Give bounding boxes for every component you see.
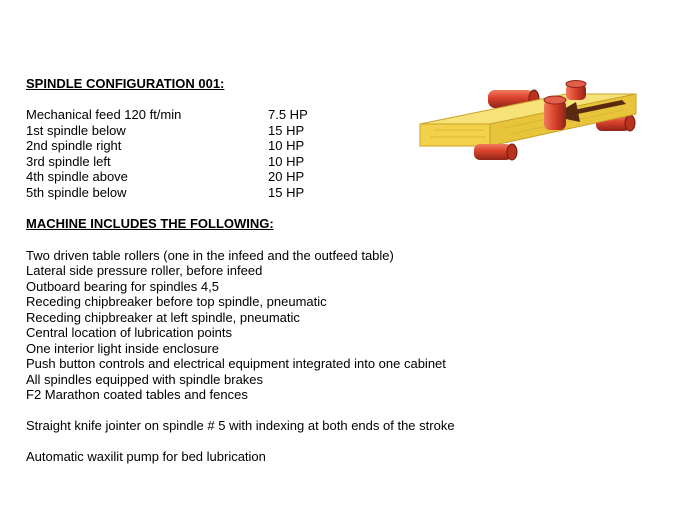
list-item: Outboard bearing for spindles 4,5 bbox=[26, 279, 219, 294]
spec-value: 20 HP bbox=[268, 169, 305, 184]
list-item: Two driven table rollers (one in the infeed and the outfeed table) bbox=[26, 248, 394, 263]
list-item: Receding chipbreaker at left spindle, pneumatic bbox=[26, 310, 300, 325]
spec-label: 1st spindle below bbox=[26, 123, 126, 138]
spec-value: 10 HP bbox=[268, 138, 305, 153]
spec-value: 15 HP bbox=[268, 123, 305, 138]
vertical-spindle-left-icon bbox=[544, 96, 566, 130]
spec-value: 7.5 HP bbox=[268, 107, 308, 122]
pump-note: Automatic waxilit pump for bed lubrication bbox=[26, 449, 266, 464]
spec-label: Mechanical feed 120 ft/min bbox=[26, 107, 182, 122]
machine-includes-heading: MACHINE INCLUDES THE FOLLOWING: bbox=[26, 216, 274, 231]
list-item: Receding chipbreaker before top spindle, pneumatic bbox=[26, 294, 327, 309]
spec-label: 4th spindle above bbox=[26, 169, 128, 184]
roller-bottom-icon bbox=[474, 144, 517, 160]
spec-label: 3rd spindle left bbox=[26, 154, 111, 169]
list-item: All spindles equipped with spindle brakes bbox=[26, 372, 264, 387]
list-item: Push button controls and electrical equipment integrated into one cabinet bbox=[26, 356, 446, 371]
jointer-note: Straight knife jointer on spindle # 5 with indexing at both ends of the stroke bbox=[26, 418, 455, 433]
list-item: Lateral side pressure roller, before infeed bbox=[26, 263, 263, 278]
list-item: One interior light inside enclosure bbox=[26, 341, 219, 356]
vertical-spindle-right-icon bbox=[566, 81, 586, 101]
spec-value: 15 HP bbox=[268, 185, 305, 200]
spindle-diagram bbox=[414, 80, 646, 166]
spindle-config-heading: SPINDLE CONFIGURATION 001: bbox=[26, 76, 225, 91]
wood-board-icon bbox=[420, 94, 636, 146]
spec-value: 10 HP bbox=[268, 154, 305, 169]
list-item: F2 Marathon coated tables and fences bbox=[26, 387, 248, 402]
spindle-diagram-svg bbox=[414, 80, 646, 166]
spec-label: 2nd spindle right bbox=[26, 138, 122, 153]
spec-label: 5th spindle below bbox=[26, 185, 127, 200]
list-item: Central location of lubrication points bbox=[26, 325, 232, 340]
